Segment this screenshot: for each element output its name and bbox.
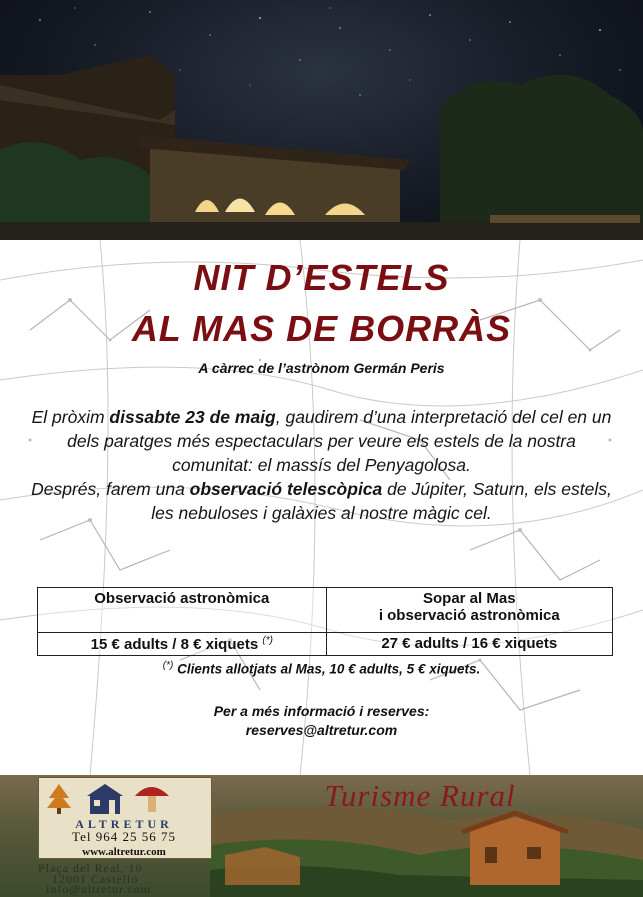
desc-p1-after: , gaudirem d’una interpretació del cel en un dels paratges més espectaculars per veure els estels de la nostra comunitat: el massís del Penyagolosa.: [67, 407, 612, 475]
event-title-line1: NIT D’ESTELS: [193, 257, 450, 298]
tree-icon: [47, 784, 71, 814]
address-line2: 12001 Castelló: [52, 872, 139, 886]
col2-header: [326, 588, 612, 633]
desc-p2-highlight: observació telescòpica: [189, 479, 383, 499]
col1-price-cell: [38, 633, 327, 656]
mushroom-icon: [135, 787, 169, 812]
desc-p1-date: dissabte 23 de maig: [109, 407, 276, 427]
col2-header-line1: Sopar al Mas: [423, 590, 516, 607]
hero-illustration: [0, 0, 643, 240]
col1-price: 15 € adults / 8 € xiquets: [90, 636, 259, 653]
price-table-price-row: [38, 633, 613, 656]
altretur-logo-icons: [39, 778, 211, 818]
event-subtitle: A càrrec de l’astrònom Germán Peris: [198, 360, 445, 376]
contact-info: [0, 702, 643, 740]
address-email[interactable]: info@altretur.com: [46, 882, 152, 896]
address-line1: Plaça del Real, 10: [38, 861, 143, 875]
contact-info-label: Per a més informació i reserves:: [213, 703, 430, 719]
footnote: [0, 660, 643, 677]
event-description: [30, 405, 613, 525]
col2-header-line2: i observació astronòmica: [378, 607, 560, 624]
house-icon: [87, 784, 123, 814]
event-title-line2: AL MAS DE BORRÀS: [131, 308, 512, 349]
turisme-rural-slogan: Turisme Rural: [324, 778, 516, 813]
contact-email-link[interactable]: reserves@altretur.com: [245, 722, 398, 738]
desc-p2-after: de Júpiter, Saturn, els estels, les nebuloses i galàxies al nostre màgic cel.: [151, 479, 612, 523]
desc-p2-before: Després, farem una: [31, 479, 190, 499]
footnote-marker: (*): [162, 660, 174, 671]
altretur-brand: ALTRETUR: [75, 817, 173, 831]
hero-night-photo: [0, 0, 643, 240]
price-table-header-row: [38, 588, 613, 633]
altretur-phone[interactable]: Tel 964 25 56 75: [72, 829, 176, 844]
price-table: [37, 587, 613, 656]
footnote-text: Clients allotjats al Mas, 10 € adults, 5 € xiquets.: [173, 661, 481, 677]
altretur-website[interactable]: www.altretur.com: [82, 846, 166, 858]
col1-footnote-marker: (*): [262, 635, 273, 646]
col2-price: 27 € adults / 16 € xiquets: [326, 633, 612, 656]
col1-header: Observació astronòmica: [38, 588, 327, 633]
desc-p1-before: El pròxim: [31, 407, 110, 427]
